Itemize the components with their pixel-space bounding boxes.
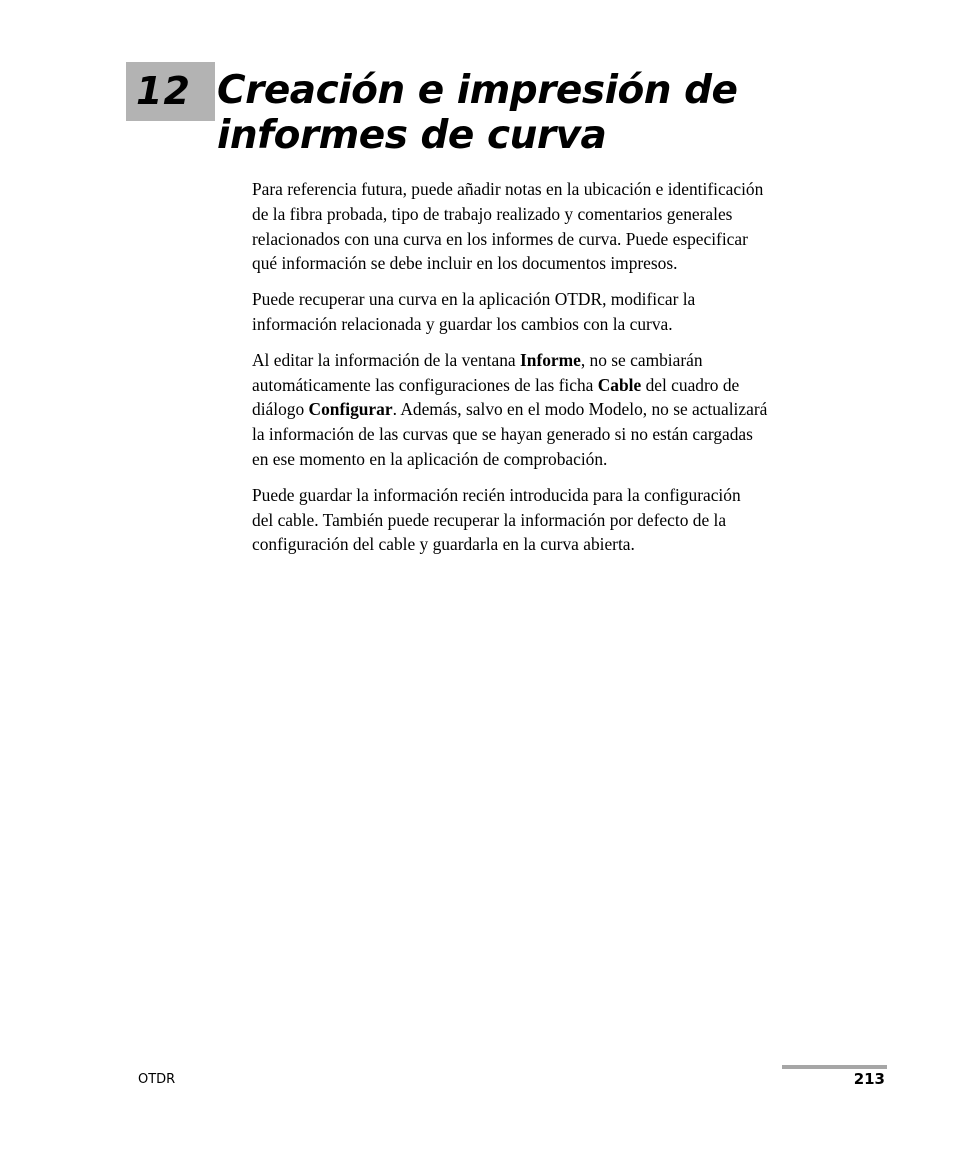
footer-page-number: 213: [853, 1070, 885, 1088]
report-window-name: Informe: [520, 349, 581, 370]
body-text: [252, 177, 892, 568]
text-segment: Al editar la información de la ventana: [252, 349, 520, 370]
paragraph-report-window: [252, 348, 892, 472]
footer-rule: [782, 1065, 887, 1069]
configure-dialog-name: Configurar: [308, 399, 393, 420]
chapter-title-line-1: Creación e impresión de: [217, 68, 738, 113]
text-line: relacionados con una curva en los informes de curva. Puede especificar: [252, 228, 748, 249]
text-line: Para referencia futura, puede añadir notas en la ubicación e identificación: [252, 179, 764, 199]
chapter-number: 12: [136, 69, 191, 113]
text-segment: , no se cambiarán: [580, 349, 703, 370]
paragraph-save-info: [252, 483, 892, 557]
text-line: [252, 397, 892, 422]
text-line: en ese momento en la aplicación de comprobación.: [252, 448, 608, 469]
text-line: [252, 373, 892, 398]
text-segment: . Además, salvo en el modo Modelo, no se actualizará: [392, 399, 768, 420]
text-line: de la fibra probada, tipo de trabajo realizado y comentarios generales: [252, 203, 733, 224]
paragraph-retrieve-trace: [252, 287, 892, 337]
chapter-title-line-2: informes de curva: [217, 113, 607, 158]
text-line: del cable. También puede recuperar la información por defecto de la: [252, 509, 727, 530]
text-segment: del cuadro de: [641, 374, 740, 395]
paragraph-intro: [252, 177, 892, 276]
chapter-number-badge: [126, 62, 215, 121]
chapter-title: [217, 68, 897, 158]
text-line: configuración del cable y guardarla en la curva abierta.: [252, 534, 635, 555]
footer-product-name: OTDR: [138, 1072, 176, 1087]
text-segment: diálogo: [252, 399, 309, 420]
text-line: Puede recuperar una curva en la aplicación OTDR, modificar la: [252, 289, 696, 310]
text-line: información relacionada y guardar los cambios con la curva.: [252, 313, 673, 334]
text-line: qué información se debe incluir en los documentos impresos.: [252, 253, 678, 274]
text-line: [252, 348, 892, 373]
text-line: la información de las curvas que se hayan generado si no están cargadas: [252, 424, 753, 445]
text-line: Puede guardar la información recién introducida para la configuración: [252, 484, 741, 505]
cable-tab-name: Cable: [597, 374, 642, 395]
text-segment: automáticamente las configuraciones de las ficha: [252, 374, 598, 395]
